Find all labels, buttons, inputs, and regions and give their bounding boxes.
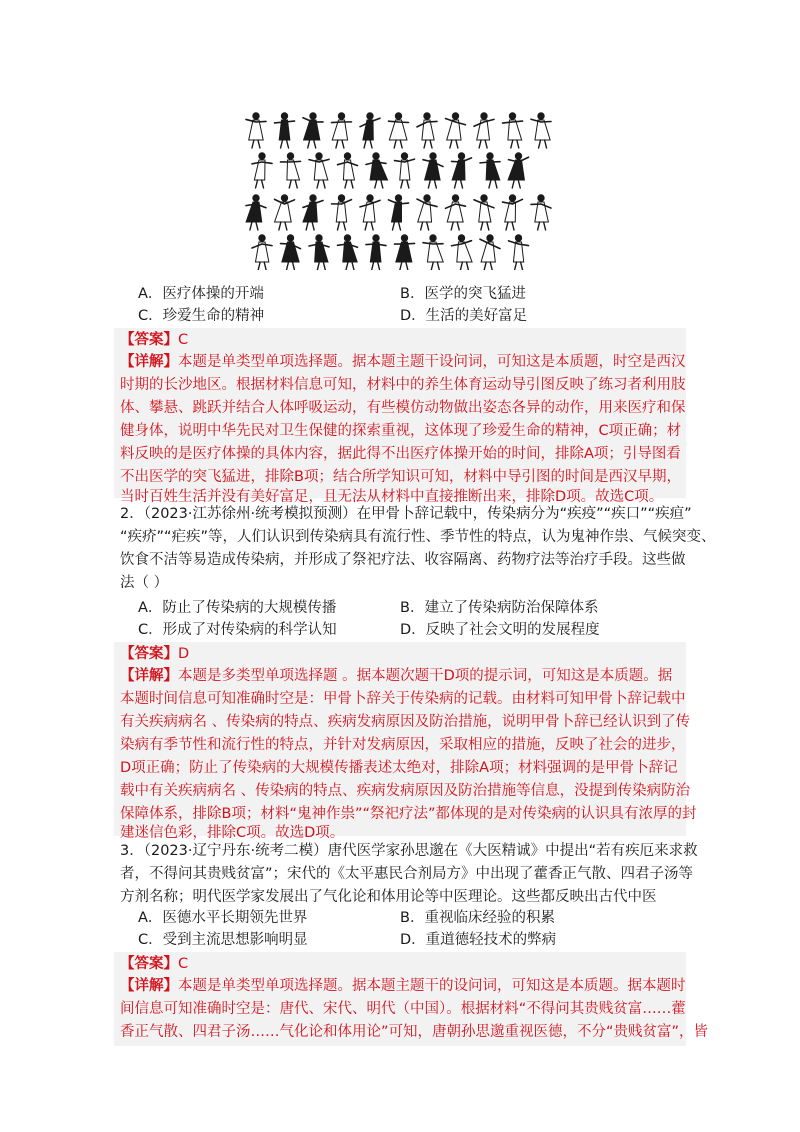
q2-stem-line: 饮食不洁等易造成传染病，并形成了祭祀疗法、收容隔离、药物疗法等治疗手段。这些做 (120, 552, 686, 568)
q3-option-b: B．重视临床经验的积累 (400, 910, 555, 926)
q1-detail-line: 体、攀悬、跳跃并结合人体呼吸运动，有些模仿动物做出姿态各异的动作，用来医疗和保 (120, 400, 686, 416)
q3-detail-line: 香正气散、四君子汤……气化论和体用论”可知，唐朝孙思邈重视医德，不分“贵贱贫富”，皆 (120, 1024, 709, 1040)
q2-detail-line: 载中有关疾病病名 、传染病的特点、疾病发病原因及防治措施等信息，没提到传染病防治 (120, 783, 691, 799)
q1-detail-line: 料反映的是医疗体操的具体内容，据此得不出医疗体操开始的时间，排除A项；引导图看 (120, 446, 681, 462)
q2-stem-line: 法（ ） (120, 575, 169, 591)
daoyin-exercise-figure-image (244, 108, 556, 270)
q1-detail-line: 时期的长沙地区。根据材料信息可知，材料中的养生体育运动导引图反映了练习者利用肢 (120, 377, 686, 393)
q3-stem-line: 者，不得问其贵贱贫富”；宋代的《太平惠民合剂局方》中出现了藿香正气散、四君子汤等 (120, 866, 694, 882)
q3-stem-line: 3．（2023·辽宁丹东·统考二模）唐代医学家孙思邈在《大医精诚》中提出“若有疾厄来求救 (120, 843, 698, 859)
q3-stem-line: 方剂名称；明代医学家发展出了气化论和体用论等中医理论。这些都反映出古代中医 (120, 889, 657, 905)
q1-option-c: C．珍爱生命的精神 (138, 308, 265, 324)
q1-option-b: B．医学的突飞猛进 (400, 286, 526, 302)
q2-detail-line: 有关疾病病名 、传染病的特点、疾病发病原因及防治措施，说明甲骨卜辞已经认识到了传 (120, 714, 691, 730)
answer-tag: 【答案】 (120, 956, 178, 972)
q2-detail-line: 【详解】本题是多类型单项选择题 。据本题次题干D项的提示词，可知这是本质题。据 (120, 668, 673, 684)
q2-stem-line: 2．（2023·江苏徐州·统考模拟预测）在甲骨卜辞记载中，传染病分为“疾疫”“疾口”“疾疸” (120, 506, 692, 522)
answer-tag: 【答案】 (120, 332, 178, 348)
q3-option-a: A．医德水平长期领先世界 (138, 910, 308, 926)
q1-answer-block (114, 328, 686, 505)
q1-detail-line: 当时百姓生活并没有美好富足，且无法从材料中直接推断出来，排除D项。故选C项。 (120, 489, 664, 505)
detail-tag: 【详解】 (120, 978, 178, 994)
q2-option-d: D．反映了社会文明的发展程度 (400, 622, 600, 638)
q3-option-d: D．重道德轻技术的弊病 (400, 932, 557, 948)
q3-answer-value: C (178, 956, 189, 972)
q1-detail-line: 健身体，说明中华先民对卫生保健的探索重视，这体现了珍爱生命的精神，C项正确；材 (120, 423, 682, 439)
q2-option-a: A．防止了传染病的大规模传播 (138, 600, 337, 616)
q2-detail-line: 本题时间信息可知准确时空是：甲骨卜辞关于传染病的记载。由材料可知甲骨卜辞记载中 (120, 691, 686, 707)
q1-answer-value: C (178, 332, 189, 348)
q2-answer-block (114, 642, 697, 841)
detail-tag: 【详解】 (120, 354, 178, 370)
q2-option-c: C．形成了对传染病的科学认知 (138, 622, 337, 638)
q1-detail-line: 【详解】本题是单类型单项选择题。据本题主题干设问词，可知这是本质题，时空是西汉 (120, 354, 686, 370)
q1-option-d: D．生活的美好富足 (400, 308, 528, 324)
q1-answer-line (120, 329, 188, 351)
q2-answer-value: D (178, 646, 190, 662)
q2-detail-line: 染病有季节性和流行性的特点，并针对发病原因，采取相应的措施，反映了社会的进步， (120, 737, 686, 753)
q3-option-c: C．受到主流思想影响明显 (138, 932, 308, 948)
answer-tag: 【答案】 (120, 646, 178, 662)
q1-detail-line: 不出医学的突飞猛进，排除B项；结合所学知识可知，材料中导引图的时间是西汉早期， (120, 469, 681, 485)
q3-answer-line (120, 953, 188, 975)
q2-option-b: B．建立了传染病防治保障体系 (400, 600, 599, 616)
q2-detail-line: 保障体系，排除B项；材料“鬼神作祟”“祭祀疗法”都体现的是对传染病的认识具有浓厚的封 (120, 806, 697, 822)
detail-tag: 【详解】 (120, 668, 178, 684)
q2-stem-line: “疾疥”“疟疾”等，人们认识到传染病具有流行性、季节性的特点，认为鬼神作祟、气候突变、 (120, 529, 716, 545)
q3-detail-line: 【详解】本题是单类型单项选择题。据本题主题干的设问词，可知这是本质题。据本题时 (120, 978, 686, 994)
q1-option-a: A．医疗体操的开端 (138, 286, 264, 302)
q2-detail-line: 建迷信色彩，排除C项。故选D项。 (120, 825, 345, 841)
q3-answer-block (114, 952, 709, 1046)
q2-detail-line: D项正确；防止了传染病的大规模传播表述太绝对，排除A项；材料强调的是甲骨卜辞记 (120, 760, 678, 776)
q2-answer-line (120, 643, 189, 665)
q3-detail-line: 间信息可知准确时空是：唐代、宋代、明代（中国）。根据材料“不得问其贵贱贫富……藿 (120, 1001, 686, 1017)
